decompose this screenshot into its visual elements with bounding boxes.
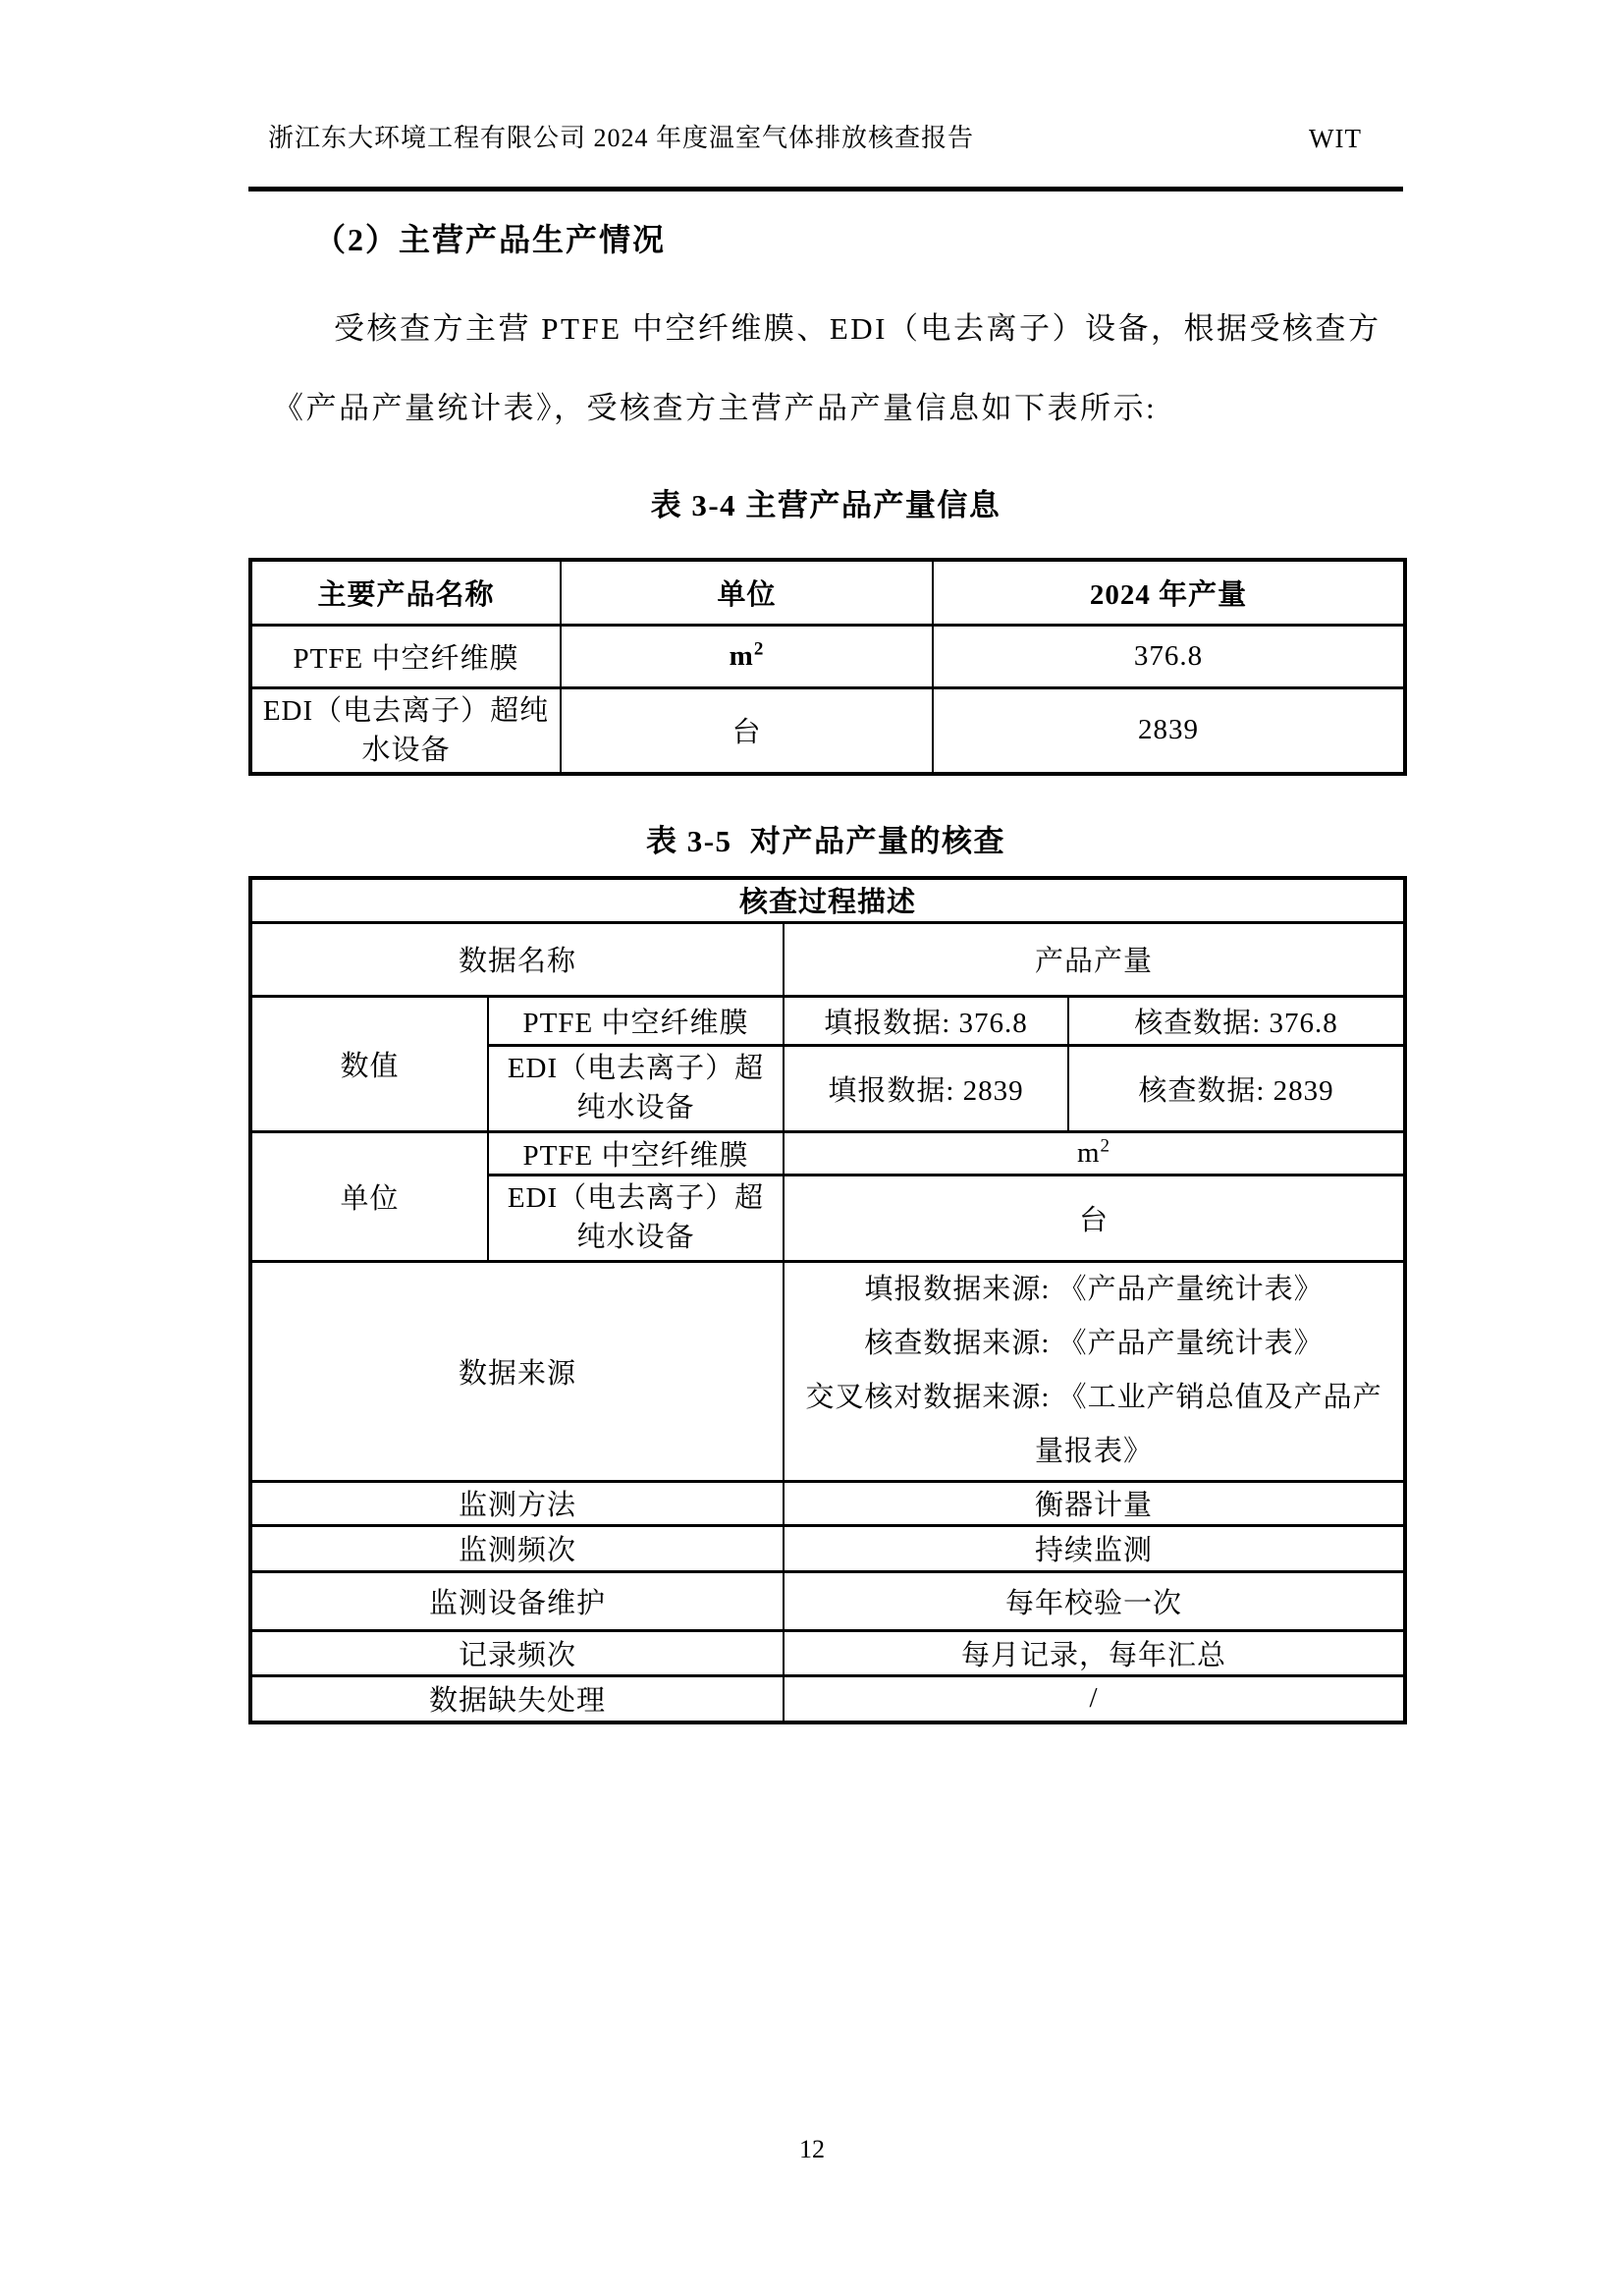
page-header [268, 123, 1403, 154]
t35-row-monitor-frequency-value: 持续监测 [784, 1525, 1405, 1571]
t35-numeric-label: 数值 [250, 996, 488, 1131]
t35-row-record-frequency-label: 记录频次 [250, 1630, 784, 1675]
table-row [250, 922, 1405, 996]
t35-row-device-maintenance-value: 每年校验一次 [784, 1571, 1405, 1630]
t34-edi-value: 2839 [933, 687, 1405, 774]
t35-unit-edi-unit: 台 [784, 1175, 1405, 1261]
t35-numeric-ptfe-verified: 核查数据: 376.8 [1068, 996, 1405, 1045]
table-row [250, 878, 1405, 922]
table-row [250, 687, 1405, 774]
source-line: 填报数据来源: 《产品产量统计表》 [864, 1274, 1324, 1305]
edi-name-line2: 纯水设备 [576, 1092, 695, 1123]
t34-header-output: 2024 年产量 [933, 560, 1405, 625]
t34-ptfe-name: PTFE 中空纤维膜 [250, 625, 561, 687]
t35-unit-edi-name [488, 1175, 784, 1261]
source-line: 交叉核对数据来源: 《工业产销总值及产品产 [805, 1382, 1382, 1413]
paragraph-line-2: 《产品产量统计表》，受核查方主营产品产量信息如下表所示: [273, 391, 1158, 425]
t35-row-monitor-method-label: 监测方法 [250, 1481, 784, 1525]
t35-row-device-maintenance-label: 监测设备维护 [250, 1571, 784, 1630]
table-row [250, 625, 1405, 687]
t35-numeric-edi-reported: 填报数据: 2839 [784, 1045, 1068, 1131]
header-title: 浙江东大环境工程有限公司 2024 年度温室气体排放核查报告 [268, 124, 975, 152]
t34-header-unit: 单位 [561, 560, 933, 625]
t35-numeric-edi-verified: 核查数据: 2839 [1068, 1045, 1405, 1131]
source-line: 量报表》 [1035, 1436, 1154, 1467]
table-row [250, 560, 1405, 625]
table-3-5-caption: 表 3-5 对产品产量的核查 [645, 824, 1006, 858]
t35-process-header: 核查过程描述 [250, 878, 1405, 922]
t35-numeric-ptfe-reported: 填报数据: 376.8 [784, 996, 1068, 1045]
edi-name-line1: EDI（电去离子）超 [507, 1182, 765, 1214]
t35-unit-label: 单位 [250, 1131, 488, 1261]
unit-superscript: 2 [753, 637, 765, 659]
t34-ptfe-value: 376.8 [933, 625, 1405, 687]
table-row [250, 1571, 1405, 1630]
t34-header-product: 主要产品名称 [250, 560, 561, 625]
t35-data-name-value: 产品产量 [784, 922, 1405, 996]
page-number: 12 [799, 2135, 825, 2163]
header-mark: WIT [1309, 124, 1362, 153]
t34-ptfe-unit [561, 625, 933, 687]
table-row [250, 1131, 1405, 1175]
table-3-4-caption: 表 3-4 主营产品产量信息 [650, 488, 1001, 522]
edi-name-line2: 水设备 [361, 734, 451, 766]
t35-row-record-frequency-value: 每月记录，每年汇总 [784, 1630, 1405, 1675]
source-line: 核查数据来源: 《产品产量统计表》 [864, 1328, 1324, 1359]
t35-unit-ptfe-unit [784, 1131, 1405, 1175]
t35-numeric-edi-name [488, 1045, 784, 1131]
t35-source-content [784, 1261, 1405, 1481]
table-3-4 [248, 558, 1407, 776]
unit-superscript: 2 [1100, 1134, 1111, 1156]
t35-row-missing-data-value: / [784, 1675, 1405, 1722]
table-row [250, 1481, 1405, 1525]
header-rule [248, 187, 1403, 191]
unit-base: m [1076, 1136, 1101, 1169]
t35-row-monitor-method-value: 衡器计量 [784, 1481, 1405, 1525]
section-heading: （2）主营产品生产情况 [314, 222, 667, 257]
table-row [250, 1630, 1405, 1675]
t34-edi-name [250, 687, 561, 774]
table-row [250, 1675, 1405, 1722]
t35-unit-ptfe-name: PTFE 中空纤维膜 [488, 1131, 784, 1175]
table-row [250, 996, 1405, 1045]
paragraph-line-1: 受核查方主营 PTFE 中空纤维膜、EDI（电去离子）设备，根据受核查方 [334, 311, 1381, 346]
unit-base: m [729, 639, 754, 672]
t35-source-label: 数据来源 [250, 1261, 784, 1481]
table-row [250, 1261, 1405, 1481]
table-3-5 [248, 876, 1407, 1724]
table-row [250, 1525, 1405, 1571]
t35-numeric-ptfe-name: PTFE 中空纤维膜 [488, 996, 784, 1045]
t35-row-missing-data-label: 数据缺失处理 [250, 1675, 784, 1722]
t35-data-name-label: 数据名称 [250, 922, 784, 996]
edi-name-line1: EDI（电去离子）超纯 [262, 694, 550, 727]
edi-name-line1: EDI（电去离子）超 [507, 1053, 765, 1084]
t35-row-monitor-frequency-label: 监测频次 [250, 1525, 784, 1571]
edi-name-line2: 纯水设备 [576, 1222, 695, 1253]
t34-edi-unit: 台 [561, 687, 933, 774]
